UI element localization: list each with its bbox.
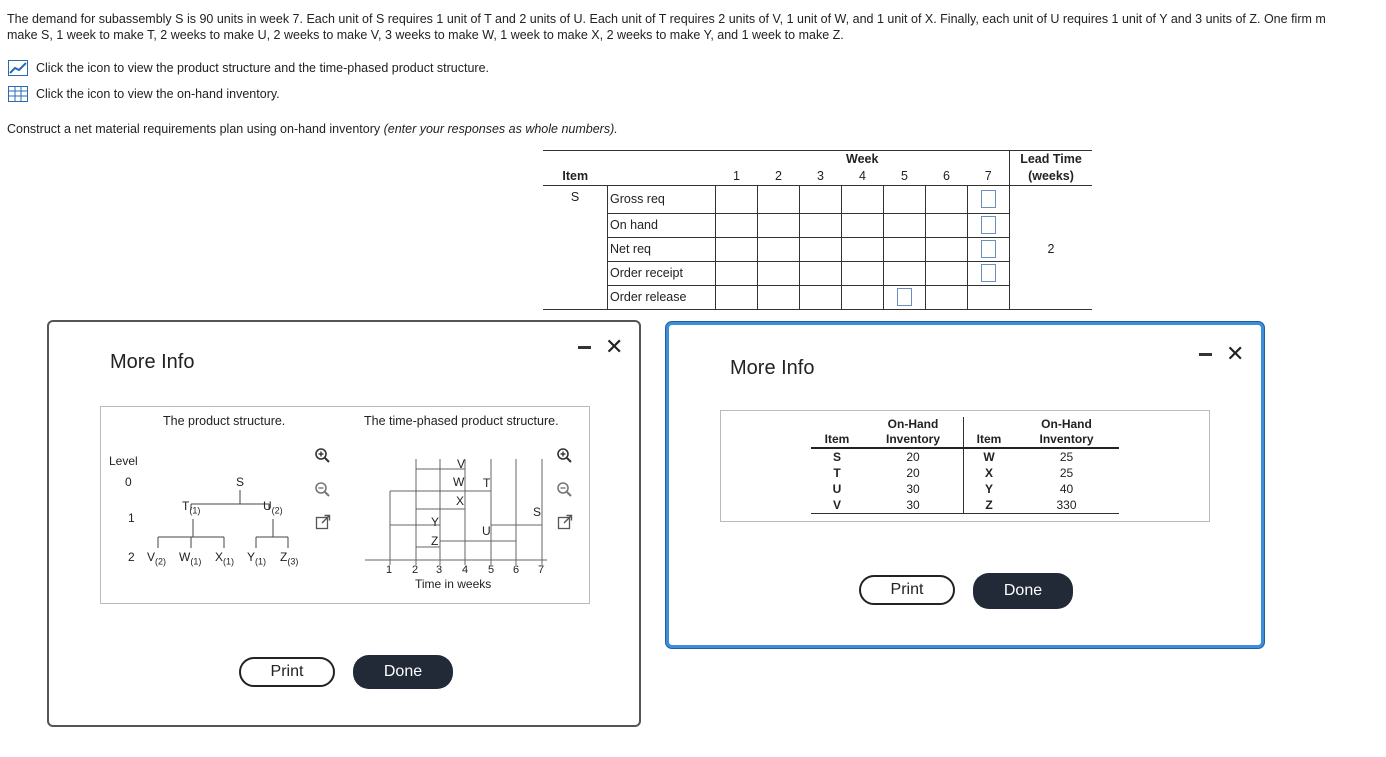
zoom-out-icon[interactable] [314,481,330,497]
col-item: Item [811,417,863,448]
mrp-cell [926,285,968,309]
problem-line-2: make S, 1 week to make T, 2 weeks to make U, 2 weeks to make V, 3 weeks to make W, 1 week to make X, 2 weeks to make Y, and 1 week to make Z. [7,28,844,42]
node-w: $W_{(1)}$ [179,550,202,567]
mrp-cell [800,213,842,237]
tp-axis-5: 5 [488,564,495,576]
week-label: 2 [775,169,782,183]
modal-title: More Info [110,351,195,373]
mrp-cell [842,237,884,261]
tp-label-v: V [457,457,466,471]
col-item: Item [964,417,1015,448]
lead-time-unit: (weeks) [1010,167,1093,186]
mrp-cell [926,237,968,261]
product-structure-tree [101,407,321,605]
mrp-cell [884,213,926,237]
on-hand-week7-input[interactable] [981,216,996,234]
col-inventory: On-Hand Inventory [1014,417,1119,448]
node-s: S [236,475,245,489]
structure-link-row[interactable] [8,60,489,76]
expand-icon[interactable] [557,514,573,530]
structure-title: The product structure. [163,414,286,428]
structure-panel [100,406,590,604]
chart-icon[interactable] [8,60,28,76]
mrp-cell [884,237,926,261]
mrp-cell [800,186,842,214]
tp-axis-1: 1 [386,564,393,576]
mrp-cell [884,186,926,214]
mrp-cell [842,285,884,309]
mrp-cell [758,237,800,261]
more-info-modal-inventory [666,322,1264,648]
mrp-cell [758,213,800,237]
table-icon[interactable] [8,86,28,102]
mrp-cell [800,261,842,285]
mrp-cell [716,261,758,285]
print-button[interactable]: Print [859,575,955,605]
tp-axis-7: 7 [538,564,545,576]
node-z: $Z_{(3)}$ [280,550,299,567]
mrp-cell [716,285,758,309]
gross-req-week7-input[interactable] [981,190,996,208]
net-req-week7-input[interactable] [981,240,996,258]
modal-title: More Info [730,357,815,379]
inventory-link-text: Click the icon to view the on-hand inventory. [36,87,280,101]
row-label-receipt: Order receipt [608,261,716,285]
week-label: 7 [984,169,992,183]
item-name: S [543,186,608,214]
done-button[interactable]: Done [973,573,1073,609]
order-receipt-week7-input[interactable] [981,264,996,282]
tp-label-w: W [453,475,465,489]
minimize-button[interactable] [1199,353,1212,356]
row-label-gross: Gross req [608,186,716,214]
zoom-in-icon[interactable] [314,447,330,463]
level-label: Level [109,454,138,468]
problem-line-1: The demand for subassembly S is 90 units in week 7. Each unit of S requires 1 unit of T and 2 units of U. Each unit of T requires 2 units of V, 1 unit of W, and 1 unit of X. Finally, each unit of U requires 1 unit of Y and 3 units of Z. One firm m [7,12,1326,26]
tp-axis-3: 3 [436,564,443,576]
done-button[interactable]: Done [353,655,453,689]
week-label: 3 [817,169,824,183]
timephased-title: The time-phased product structure. [364,414,559,428]
tp-label-t: T [483,476,491,490]
row-label-onhand: On hand [608,213,716,237]
lead-time-value: 2 [1010,213,1093,285]
row-label-netreq: Net req [608,237,716,261]
week-label: 4 [859,169,866,183]
row-label-release: Order release [608,285,716,309]
tp-axis-6: 6 [513,564,520,576]
node-y: $Y_{(1)}$ [247,550,267,567]
order-release-week5-input[interactable] [897,288,912,306]
week-label: 6 [943,169,950,183]
tp-axis-2: 2 [412,564,419,576]
close-button[interactable]: ✕ [605,334,624,359]
node-u: $U_{(2)}$ [263,499,283,516]
mrp-cell [800,285,842,309]
mrp-cell [968,285,1010,309]
mrp-cell [758,261,800,285]
zoom-out-icon[interactable] [556,481,572,497]
mrp-cell [884,261,926,285]
tp-axis-4: 4 [462,564,469,576]
more-info-modal-structure [47,320,641,727]
mrp-cell [758,186,800,214]
level-2: 2 [128,550,135,564]
table-row: T 20 X 25 [833,466,1074,480]
week-label: 1 [733,169,740,183]
tp-label-z: Z [431,534,439,548]
mrp-cell [842,261,884,285]
mrp-cell [758,285,800,309]
tp-axis-label: Time in weeks [415,577,492,591]
mrp-cell [842,213,884,237]
expand-icon[interactable] [315,514,331,530]
level-1: 1 [128,511,135,525]
mrp-cell [926,261,968,285]
week-label: 5 [901,169,908,183]
table-row: S 20 W 25 [832,450,1074,464]
print-button[interactable]: Print [239,657,335,687]
mrp-cell [716,186,758,214]
instruction: Construct a net material requirements plan using on-hand inventory (enter your responses as whole numbers). [7,122,618,136]
mrp-cell [716,237,758,261]
mrp-cell [926,186,968,214]
tp-label-x: X [456,494,465,508]
mrp-cell [842,186,884,214]
inventory-link-row[interactable] [8,86,280,102]
tp-label-s: S [533,505,542,519]
mrp-table [543,150,1092,310]
node-x: $X_{(1)}$ [215,550,235,567]
tp-label-u: U [482,524,491,538]
table-row: V 30 Z 330 [811,497,1119,514]
mrp-cell [926,213,968,237]
zoom-in-icon[interactable] [556,447,572,463]
lead-time-header: Lead Time [1010,151,1093,168]
node-t: $T_{(1)}$ [182,499,201,516]
structure-link-text: Click the icon to view the product structure and the time-phased product structure. [36,61,490,75]
minimize-button[interactable] [578,346,591,349]
inventory-panel [720,410,1210,522]
mrp-cell [716,213,758,237]
close-button[interactable]: ✕ [1226,341,1245,366]
problem-statement [7,11,1386,43]
mrp-cell [800,237,842,261]
item-header: Item [562,169,589,183]
tp-label-y: Y [431,515,440,529]
col-inventory: On-Hand Inventory [863,417,964,448]
node-v: $V_{(2)}$ [147,550,167,567]
week-header: Week [716,151,1010,168]
inventory-table [811,417,1119,514]
table-row: U 30 Y 40 [832,482,1074,496]
level-0: 0 [125,475,132,489]
